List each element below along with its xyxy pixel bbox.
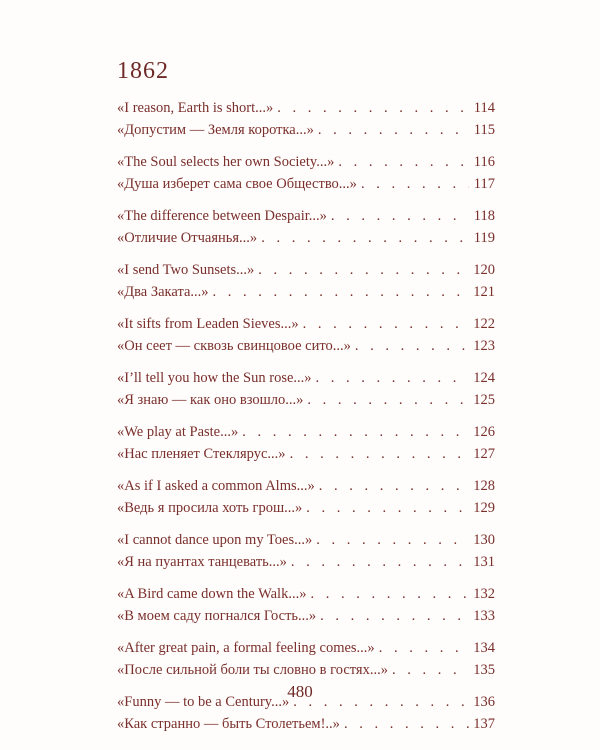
page-number: 122 [473, 316, 495, 332]
entry-title: «Funny — to be a Century...» [117, 694, 290, 710]
toc-entry[interactable] [117, 637, 495, 659]
toc-entry[interactable] [117, 151, 495, 173]
dot-leader [327, 205, 469, 227]
dot-leader [388, 659, 469, 681]
page-number: 125 [473, 392, 495, 408]
poem-pair-7 [117, 421, 495, 465]
entry-title: «Два Заката...» [117, 284, 209, 300]
entry-title: «Как странно — быть Столетьем!..» [117, 716, 340, 732]
page-number: 133 [473, 608, 495, 624]
poem-pair-6 [117, 367, 495, 411]
dot-leader [299, 313, 469, 335]
toc-entry[interactable] [117, 443, 495, 465]
page-number: 129 [473, 500, 495, 516]
dot-leader [312, 529, 469, 551]
dot-leader [357, 173, 469, 195]
dot-leader [209, 281, 469, 303]
page-number: 121 [473, 284, 495, 300]
poem-pair-2 [117, 151, 495, 195]
entry-title: «Допустим — Земля коротка...» [117, 122, 314, 138]
toc-entry[interactable] [117, 259, 495, 281]
dot-leader [254, 259, 469, 281]
page-number: 132 [473, 586, 495, 602]
entry-title: «В моем саду погнался Гость...» [117, 608, 317, 624]
toc-entry[interactable] [117, 475, 495, 497]
poem-pair-10 [117, 583, 495, 627]
page-number: 136 [473, 694, 495, 710]
page-number: 130 [473, 532, 495, 548]
page-number: 118 [473, 208, 495, 224]
entry-title: «It sifts from Leaden Sieves...» [117, 316, 299, 332]
page-number: 115 [473, 122, 495, 138]
poem-pair-9 [117, 529, 495, 573]
toc-entry[interactable] [117, 97, 495, 119]
entry-title: «После сильной боли ты словно в гостях...» [117, 662, 388, 678]
dot-leader [273, 97, 469, 119]
entry-title: «I’ll tell you how the Sun rose...» [117, 370, 312, 386]
toc-entry[interactable] [117, 551, 495, 573]
dot-leader [340, 713, 469, 735]
dot-leader [351, 335, 469, 357]
entry-title: «I reason, Earth is short...» [117, 100, 274, 116]
page-number: 131 [473, 554, 495, 570]
entry-title: «We play at Paste...» [117, 424, 239, 440]
entry-title: «Он сеет — сквозь свинцовое сито...» [117, 338, 351, 354]
toc-entry[interactable] [117, 421, 495, 443]
dot-leader [334, 151, 469, 173]
entry-title: «Я на пуантах танцевать...» [117, 554, 287, 570]
toc-entry[interactable] [117, 605, 495, 627]
dot-leader [238, 421, 469, 443]
poem-pair-11 [117, 637, 495, 681]
page-number: 119 [473, 230, 495, 246]
toc-entry[interactable] [117, 227, 495, 249]
entry-title: «After great pain, a formal feeling comes...» [117, 640, 375, 656]
toc-entry[interactable] [117, 389, 495, 411]
toc-entry[interactable] [117, 529, 495, 551]
page-number: 116 [473, 154, 495, 170]
dot-leader [257, 227, 469, 249]
dot-leader [302, 497, 469, 519]
toc-entry[interactable] [117, 659, 495, 681]
entry-title: «I send Two Sunsets...» [117, 262, 255, 278]
entry-title: «A Bird came down the Walk...» [117, 586, 307, 602]
dot-leader [315, 475, 469, 497]
dot-leader [375, 637, 469, 659]
page-number: 134 [473, 640, 495, 656]
toc-entry[interactable] [117, 335, 495, 357]
page-number: 123 [473, 338, 495, 354]
entry-title: «The difference between Despair...» [117, 208, 327, 224]
entry-title: «The Soul selects her own Society...» [117, 154, 335, 170]
poem-pair-5 [117, 313, 495, 357]
page-number: 114 [473, 100, 495, 116]
toc-entry[interactable] [117, 497, 495, 519]
toc-entry[interactable] [117, 367, 495, 389]
dot-leader [314, 119, 469, 141]
section-heading: 1862 [117, 58, 169, 84]
entry-title: «I cannot dance upon my Toes...» [117, 532, 313, 548]
dot-leader [312, 367, 469, 389]
poem-pair-8 [117, 475, 495, 519]
toc-entry[interactable] [117, 173, 495, 195]
entry-title: «Душа изберет сама свое Общество...» [117, 176, 357, 192]
entry-title: «Я знаю — как оно взошло...» [117, 392, 304, 408]
toc-entry[interactable] [117, 713, 495, 735]
table-of-contents [117, 97, 495, 745]
poem-pair-4 [117, 259, 495, 303]
dot-leader [287, 551, 469, 573]
dot-leader [306, 583, 469, 605]
toc-entry[interactable] [117, 205, 495, 227]
entry-title: «As if I asked a common Alms...» [117, 478, 315, 494]
page-number: 128 [473, 478, 495, 494]
entry-title: «Нас пленяет Стеклярус...» [117, 446, 286, 462]
toc-entry[interactable] [117, 583, 495, 605]
page-number: 120 [473, 262, 495, 278]
page-number: 127 [473, 446, 495, 462]
page-number: 117 [473, 176, 495, 192]
page-number: 124 [473, 370, 495, 386]
page-number: 137 [473, 716, 495, 732]
poem-pair-1 [117, 97, 495, 141]
dot-leader [286, 443, 469, 465]
toc-entry[interactable] [117, 313, 495, 335]
poem-pair-3 [117, 205, 495, 249]
entry-title: «Отличие Отчаянья...» [117, 230, 258, 246]
folio-page-number: 480 [287, 682, 313, 701]
toc-entry[interactable] [117, 281, 495, 303]
page-number: 126 [473, 424, 495, 440]
entry-title: «Ведь я просила хоть грош...» [117, 500, 303, 516]
dot-leader [316, 605, 469, 627]
page-number: 135 [473, 662, 495, 678]
dot-leader [303, 389, 469, 411]
toc-entry[interactable] [117, 119, 495, 141]
